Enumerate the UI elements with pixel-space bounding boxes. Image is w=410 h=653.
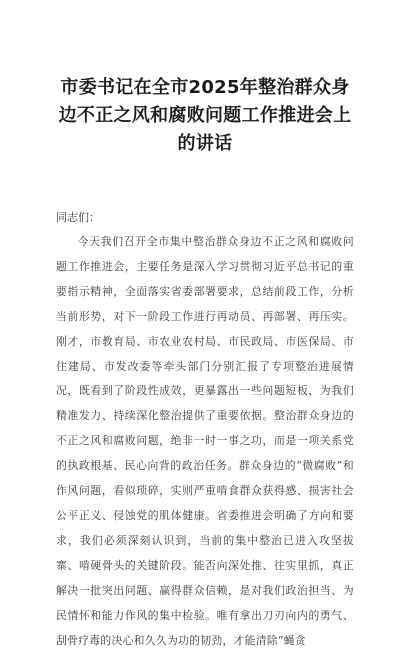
salutation: 同志们： — [56, 211, 100, 224]
body-paragraph: 今天我们召开全市集中整治群众身边不正之风和腐败问题工作推进会，主要任务是深入学习贯彻习近平总书记的重要指示精神，全面落实省委部署要求，总结前段工作，分析当前形势，对下一阶段工作进行再动员、再部署、再压实。刚才，市教育局、市农业农村局、市民政局、市医保局、市住建局、市发改委等牵头部门分别汇报了专项整治进展情况，既看到了阶段性成效，更暴露出一些问题短板，为我们精准发力、持续深化整治提供了重要依据。整治群众身边的不正之风和腐败问题，绝非一时一事之功，而是一项关系党的执政根基、民心向背的政治任务。群众身边的“微腐败”和作风问题，看似琐碎，实则严重啃食群众获得感、损害社会公平正义、侵蚀党的肌体健康。省委推进会明确了方向和要求，我们必须深刻认识到，当前的集中整治已进入攻坚拔寨、啃硬骨头的关键阶段。能否向深处推、往实里抓，真正解决一批突出问题、赢得群众信赖，是对我们政治担当、为民情怀和能力作风的集中检验。唯有拿出刀刃向内的勇气、刮骨疗毒的决心和久久为功的韧劲，才能清除“蝇贪 — [56, 235, 354, 647]
document-title: 市委书记在全市2025年整治群众身边不正之风和腐败问题工作推进会上的讲话 — [58, 77, 352, 154]
